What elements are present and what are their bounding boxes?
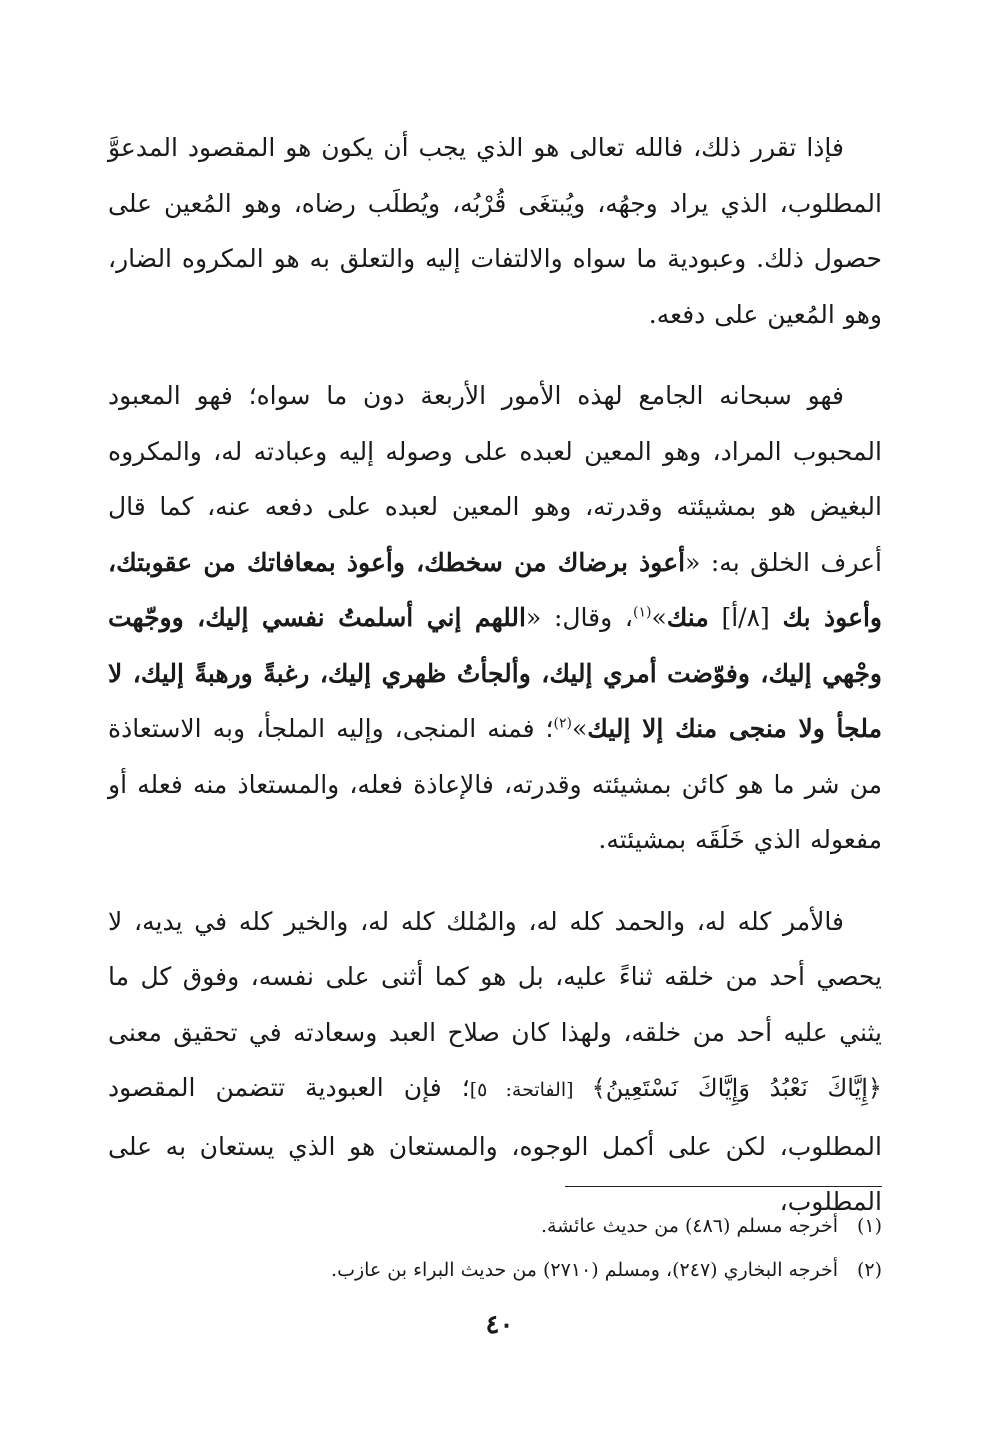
hadith-1: أعوذ برضاك من سخطك، وأعوذ بمعافاتك من عقوبتك، وأعوذ بك <box>108 547 882 632</box>
quran-verse: ﴿إِيَّاكَ نَعْبُدُ وَإِيَّاكَ نَسْتَعِينُ﴾ <box>591 1074 882 1102</box>
paragraph-3-before: فالأمر كله له، والحمد كله له، والمُلك كله له، والخير كله في يديه، لا يحصي أحد من خلقه ثناءً عليه، بل هو كما أثنى على نفسه، وفوق كل ما يثني عليه أحد من خلقه، ولهذا كان صلاح العبد وسعادته في تحقيق معنى <box>108 906 882 1047</box>
paragraph-2-outro: ؛ فمنه المنجى، وإليه الملجأ، وبه الاستعاذة من شر ما هو كائن بمشيئته وقدرته، فالإعاذة فعله، والمستعاذ منه فعله أو مفعوله الذي خَلَقَه بمشيئته. <box>108 714 882 854</box>
footnote-ref-2[interactable]: (٢) <box>553 715 572 732</box>
hadith-2: اللهم إني أسلمتُ نفسي إليك، ووجّهت وجْهي إليك، وفوّضت أمري إليك، وألجأتُ ظهري إليك، رغبةً ورهبةً إليك، لا ملجأ ولا منجى منك إلا إليك <box>108 603 882 743</box>
surah-reference: [الفاتحة: ٥] <box>469 1079 592 1101</box>
quote-close-2: » <box>571 714 588 743</box>
folio-marker: [٨/أ] <box>708 603 783 632</box>
footnote-ref-1[interactable]: (١) <box>632 604 652 621</box>
paragraph-2 <box>108 368 882 868</box>
footnote-2-number: (٢) <box>856 1259 882 1281</box>
paragraph-2-intro: فهو سبحانه الجامع لهذه الأمور الأربعة دون ما سواه؛ فهو المعبود المحبوب المراد، وهو المعين لعبده على وصوله إليه وعبادته له، والمكروه البغيض هو بمشيئته وقدرته، وهو المعين لعبده على دفعه عنه، كما قال أعرف الخلق به: « <box>108 381 882 577</box>
footnotes <box>108 1204 882 1292</box>
paragraph-3-after: ؛ فإن العبودية تتضمن المقصود المطلوب، لكن على أكمل الوجوه، والمستعان هو الذي يستعان به على المطلوب، <box>108 1073 882 1216</box>
footnote-2 <box>108 1248 882 1292</box>
footnote-1-text: أخرجه مسلم (٤٨٦) من حديث عائشة. <box>540 1215 838 1237</box>
said-connector: ، وقال: « <box>525 603 633 632</box>
footnote-divider <box>565 1186 882 1187</box>
page-number: ٤٠ <box>485 1310 514 1340</box>
paragraph-1: فإذا تقرر ذلك، فالله تعالى هو الذي يجب أن يكون هو المقصود المدعوَّ المطلوب، الذي يراد وجهُه، ويُبتغَى قُرْبُه، ويُطلَب رضاه، وهو المُعين على حصول ذلك. وعبودية ما سواه والالتفات إليه والتعلق به هو المكروه الضار، وهو المُعين على دفعه. <box>108 133 882 329</box>
main-text <box>108 120 882 1256</box>
footnote-2-text: أخرجه البخاري (٢٤٧)، ومسلم (٢٧١٠) من حديث البراء بن عازب. <box>331 1259 838 1281</box>
quote-close-1: » <box>651 603 667 632</box>
footnote-1 <box>108 1204 882 1248</box>
paragraph-3 <box>108 894 882 1230</box>
footnote-1-number: (١) <box>856 1215 882 1237</box>
hadith-1-end: منك <box>666 603 709 632</box>
